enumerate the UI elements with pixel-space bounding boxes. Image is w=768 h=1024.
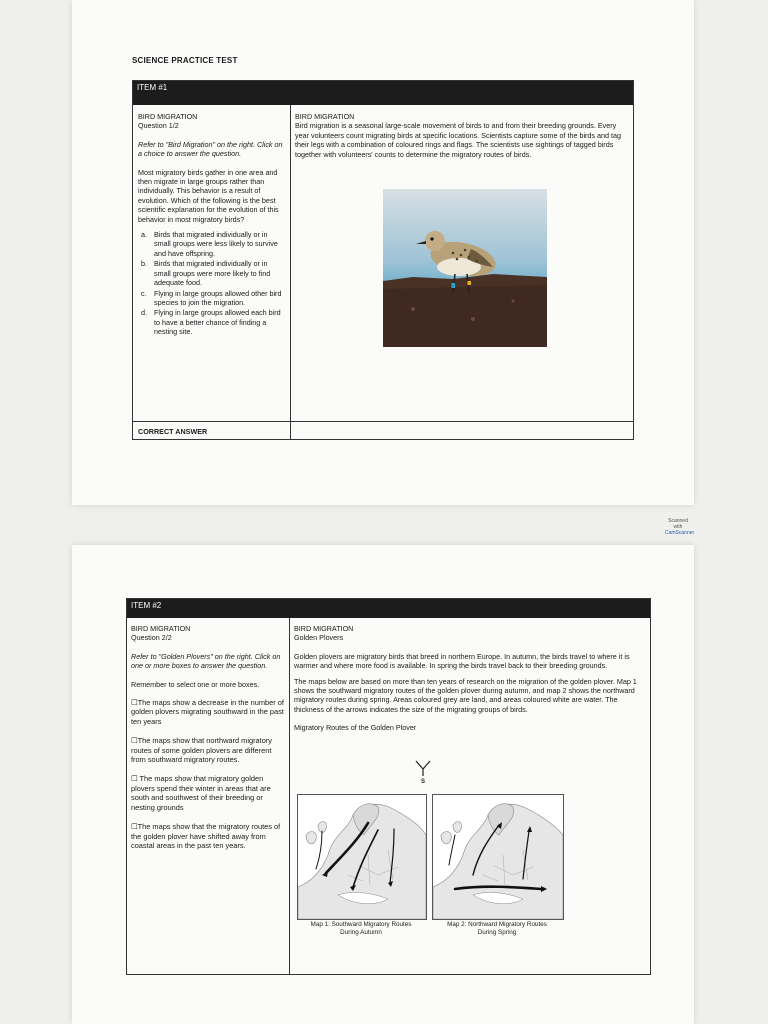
answer-options [138,230,286,336]
option-d[interactable]: d. Flying in large groups allowed each bird to have a better chance of finding a nesting site. [141,308,281,337]
question-2-title: BIRD MIGRATION [131,624,191,633]
question-2-number: Question 2/2 [131,633,172,643]
item-1-table [132,80,634,440]
map-1-southward-autumn [297,794,427,920]
option-c[interactable]: c. Flying in large groups allowed other bird species to join the migration. [141,288,282,307]
info-title: BIRD MIGRATION [295,112,355,121]
checkbox-option-1[interactable]: ☐The maps show a decrease in the number of golden plovers migrating southward in the past ten years [131,698,284,726]
question-stem: Most migratory birds gather in one area and then migrate in large groups rather than individually. This behavior is a result of evolution. Which of the following is the best scientific explanation for the evolution of this behavior in most migratory birds? [138,167,279,224]
option-a[interactable]: a. Birds that migrated individually or in small groups were less likely to survive and have offspring. [141,230,278,258]
instruction-text: Refer to "Bird Migration" on the right. Click on a choice to answer the question. [138,139,283,159]
test-title: SCIENCE PRACTICE TEST [132,56,238,65]
info-text: Bird migration is a seasonal large-scale movement of birds to and from their breeding grounds. Every year volunteers count migrating birds at specific locations. Scientists capture some of the birds and tag their legs with a combination of coloured rings and flags. The scientists use sightings of tagged birds together with volunteers' counts to determine the migratory routes of birds. [295,121,621,159]
map-2-northward-spring [432,794,564,920]
correct-answer-label: CORRECT ANSWER [138,427,208,436]
instruction-2-text: Refer to "Golden Plovers" on the right. Click on one or more boxes to answer the question. [131,651,281,671]
checkbox-option-3[interactable]: ☐ The maps show that migratory golden plovers spend their winter in areas that are south and southwest of their breeding or nesting grounds [131,774,271,812]
question-number: Question 1/2 [138,121,179,131]
scan-watermark: Scanned with CamScanner [665,518,695,536]
bird-photo [383,189,547,347]
reminder-text: Remember to select one or more boxes. [131,679,260,689]
option-b[interactable]: b. Birds that migrated individually or in small groups were more likely to find adequate food. [141,259,271,288]
page-1 [72,0,694,505]
checkbox-icon[interactable]: ☐ [131,822,138,832]
page-2 [72,545,694,1024]
question-panel [138,112,286,338]
checkbox-option-4[interactable]: ☐The maps show that the migratory routes of the golden plover have shifted away from coastal areas in the past ten years. [131,822,281,850]
question-title: BIRD MIGRATION [138,112,198,121]
item-2-header: ITEM #2 [127,599,650,618]
info-2-para1: Golden plovers are migratory birds that breed in northern Europe. In autumn, the birds travel to where it is warmer and where more food is available. In spring the birds travel back to their breeding grounds. [294,651,630,671]
info-panel [295,112,627,159]
info-2-para2: The maps below are based on more than ten years of research on the migration of the golden plover. Map 1 shows the southward migratory routes of the golden plover during autumn, and map 2 shows the northward migratory routes during spring. Areas coloured grey are land, and areas coloured white are water. The thickness of the arrows indicates the size of the migrating groups of birds. [294,676,637,714]
compass-icon: S [413,759,433,785]
map-2-caption: Map 2: Northward Migratory Routes During Spring [447,921,547,936]
checkbox-option-2[interactable]: ☐The maps show that northward migratory routes of some golden plovers are different from southward migratory routes. [131,736,272,765]
item-2-table [126,598,651,975]
info-2-subtitle: Golden Plovers [294,633,344,643]
bird-photo-icon [383,189,547,347]
checkbox-icon[interactable]: ☐ [131,698,138,708]
maps-title: Migratory Routes of the Golden Plover [294,723,417,733]
item-1-header: ITEM #1 [133,81,633,105]
checkbox-icon[interactable]: ☐ [131,774,140,784]
info-2-title: BIRD MIGRATION [294,624,354,633]
map-1-caption: Map 1: Southward Migratory Routes During Autumn [310,921,412,936]
checkbox-icon[interactable]: ☐ [131,736,138,746]
question-panel-2 [131,624,286,860]
info-panel-2 [294,624,646,733]
